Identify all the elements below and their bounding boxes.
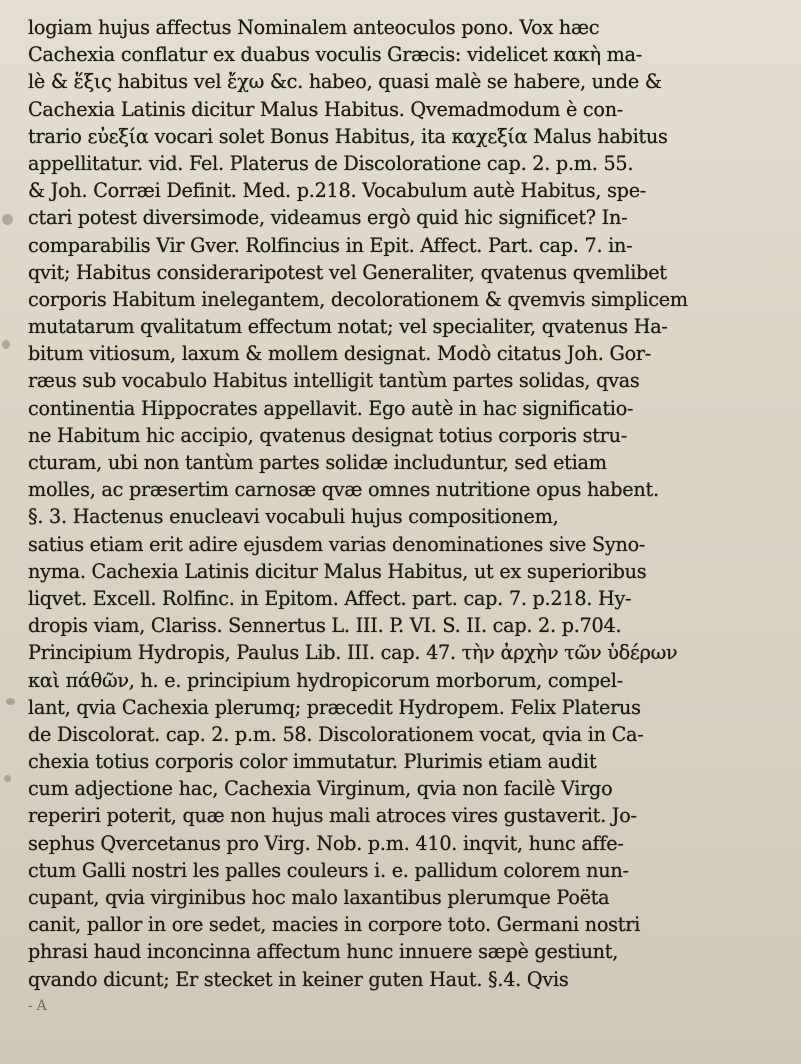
text-line: chexia totius corporis color immutatur. Plurimis etiam audit — [28, 750, 597, 774]
text-line: continentia Hippocrates appellavit. Ego autè in hac significatio- — [28, 396, 634, 420]
text-line: nyma. Cachexia Latinis dicitur Malus Habitus, ut ex superioribus — [28, 559, 647, 583]
text-line: mutatarum qvalitatum effectum notat; vel specialiter, qvatenus Ha- — [28, 315, 668, 339]
text-line: qvit; Habitus consideraripotest vel Generaliter, qvatenus qvemlibet — [28, 260, 667, 284]
ink-blot — [2, 340, 10, 349]
text-line: lè & ἕξις habitus vel ἔχω &c. habeo, quasi malè se habere, unde & — [28, 70, 662, 94]
text-line: cturam, ubi non tantùm partes solidæ includuntur, sed etiam — [28, 451, 607, 474]
ink-blot — [4, 775, 11, 782]
text-line: canit, pallor in ore sedet, macies in corpore toto. Germani nostri — [28, 913, 641, 937]
text-line: phrasi haud inconcinna affectum hunc innuere sæpè gestiunt, — [28, 940, 619, 964]
text-line: ræus sub vocabulo Habitus intelligit tantùm partes solidas, qvas — [28, 369, 640, 393]
text-line: liqvet. Excell. Rolfinc. in Epitom. Affect. part. cap. 7. p.218. Hy- — [28, 586, 632, 610]
text-line: §. 3. Hactenus enucleavi vocabuli hujus compositionem, — [28, 505, 559, 529]
text-line: appellitatur. vid. Fel. Platerus de Discoloratione cap. 2. p.m. 55. — [28, 151, 634, 175]
text-line: ne Habitum hic accipio, qvatenus designat totius corporis stru- — [28, 423, 627, 447]
text-line: καὶ πάθῶν, h. e. principium hydropicorum morborum, compel- — [28, 668, 623, 692]
ink-blot — [6, 698, 15, 705]
text-line: Principium Hydropis, Paulus Lib. III. cap. 47. τὴν ἀρχὴν τῶν ὑδέρων — [28, 641, 678, 665]
text-line: reperiri poterit, quæ non hujus mali atroces vires gustaverit. Jo- — [28, 804, 637, 828]
text-line: de Discolorat. cap. 2. p.m. 58. Discolorationem vocat, qvia in Ca- — [28, 722, 644, 746]
text-line: Cachexia conflatur ex duabus voculis Græcis: videlicet κακὴ ma- — [28, 43, 642, 67]
text-line: comparabilis Vir Gver. Rolfincius in Epit. Affect. Part. cap. 7. in- — [28, 233, 633, 257]
text-line: dropis viam, Clariss. Sennertus L. III. P. VI. S. II. cap. 2. p.704. — [28, 614, 622, 638]
text-line: Cachexia Latinis dicitur Malus Habitus. Qvemadmodum è con- — [28, 97, 624, 121]
text-line: sephus Qvercetanus pro Virg. Nob. p.m. 410. inqvit, hunc affe- — [28, 831, 624, 855]
text-line: cum adjectione hac, Cachexia Virginum, qvia non facilè Virgo — [28, 777, 613, 801]
latin-text-body — [28, 14, 790, 1020]
text-line: ctum Galli nostri les palles couleurs i. e. pallidum colorem nun- — [28, 858, 629, 882]
text-line: satius etiam erit adire ejusdem varias denominationes sive Syno- — [28, 532, 646, 556]
text-line: cupant, qvia virginibus hoc malo laxantibus plerumque Poëta — [28, 886, 610, 909]
ink-blot — [2, 214, 13, 225]
text-line: logiam hujus affectus Nominalem anteoculos pono. Vox hæc — [28, 16, 600, 39]
text-line: & Joh. Corræi Definit. Med. p.218. Vocabulum autè Habitus, spe- — [28, 179, 647, 203]
catchword-line: qvando dicunt; Er stecket in keiner guten Haut. §.4. Qvis — [28, 967, 569, 991]
text-line: ctari potest diversimode, videamus ergò quid hic significet? In- — [28, 206, 628, 230]
text-line: trario εὐεξία vocari solet Bonus Habitus, ita καχεξία Malus habitus — [28, 124, 668, 148]
text-line: corporis Habitum inelegantem, decolorationem & qvemvis simplicem — [28, 287, 688, 311]
text-line: lant, qvia Cachexia plerumq; præcedit Hydropem. Felix Platerus — [28, 695, 641, 719]
bleed-through-line: ‑ A — [28, 997, 47, 1014]
text-line: bitum vitiosum, laxum & mollem designat. Modò citatus Joh. Gor- — [28, 342, 652, 366]
text-line: molles, ac præsertim carnosæ qvæ omnes nutritione opus habent. — [28, 478, 659, 502]
